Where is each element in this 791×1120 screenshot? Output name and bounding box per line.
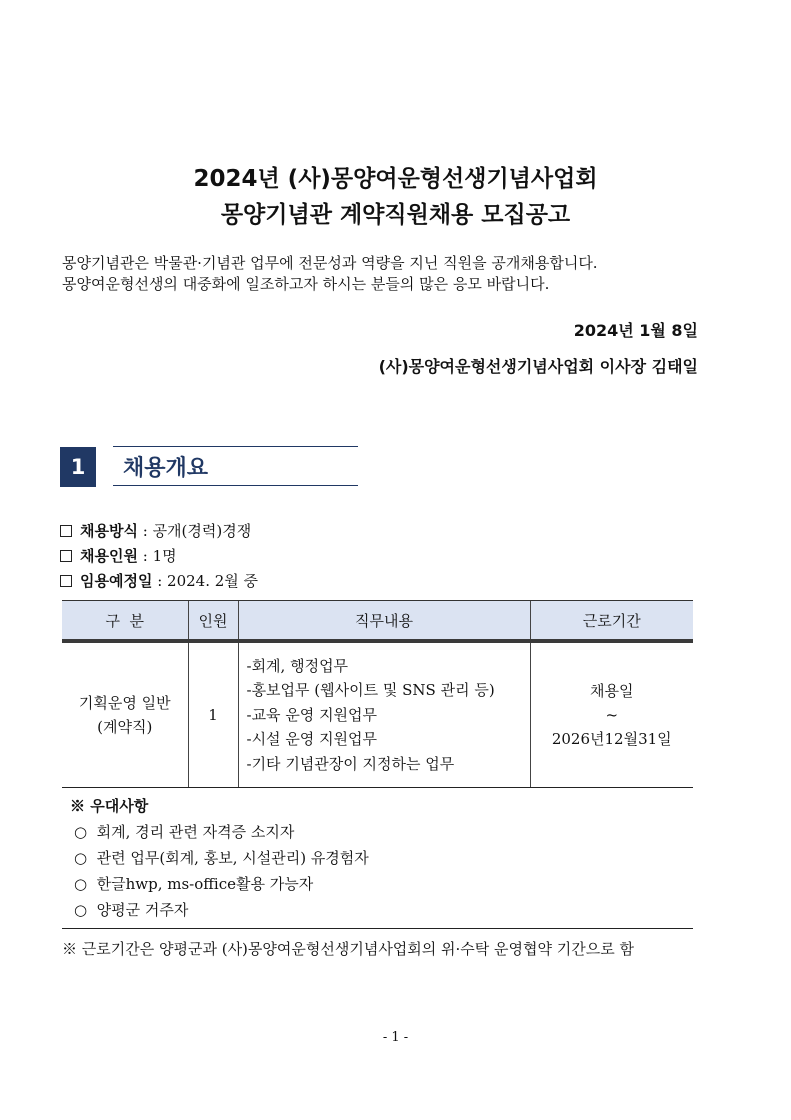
cell-duties bbox=[238, 641, 530, 788]
overview-value: 1명 bbox=[152, 547, 177, 565]
header-count: 인원 bbox=[188, 601, 238, 642]
preference-item: ○ 회계, 경리 관련 자격증 소지자 bbox=[74, 823, 295, 841]
period-line-1: 채용일 bbox=[590, 682, 634, 700]
overview-label: 채용방식 bbox=[80, 522, 138, 540]
overview-value: 공개(경력)경쟁 bbox=[152, 522, 252, 540]
intro-line-2: 몽양여운형선생의 대중화에 일조하고자 하시는 분들의 많은 응모 바랍니다. bbox=[62, 275, 550, 293]
header-period: 근로기간 bbox=[530, 601, 693, 642]
period-line-2: ~ bbox=[605, 706, 619, 724]
overview-sep: : bbox=[137, 546, 153, 565]
category-line-1: 기획운영 일반 bbox=[78, 694, 171, 712]
table-row bbox=[62, 641, 693, 788]
header-category: 구 분 bbox=[62, 601, 188, 642]
period-line-3: 2026년12월31일 bbox=[551, 730, 672, 748]
duty-item: -회계, 행정업무 bbox=[246, 656, 349, 675]
preference-item: ○ 양평군 거주자 bbox=[74, 901, 189, 919]
cell-category bbox=[62, 641, 188, 788]
overview-sep: : bbox=[137, 521, 153, 540]
preference-item: ○ 한글hwp, ms-office활용 가능자 bbox=[74, 875, 314, 893]
footnote: ※ 근로기간은 양평군과 (사)몽양여운형선생기념사업회의 위·수탁 운영협약 기간으로 함 bbox=[62, 940, 635, 958]
section-title-text: 채용개요 bbox=[123, 455, 209, 481]
duty-item: -시설 운영 지원업무 bbox=[246, 730, 378, 749]
overview-sep: : bbox=[152, 571, 168, 590]
cell-count: 1 bbox=[188, 641, 238, 788]
section-title bbox=[113, 446, 358, 486]
overview-item-count bbox=[60, 545, 177, 566]
announcement-date: 2024년 1월 8일 bbox=[573, 321, 698, 340]
checkbox-icon bbox=[60, 525, 72, 537]
recruitment-table bbox=[62, 600, 693, 788]
checkbox-icon bbox=[60, 575, 72, 587]
duty-item: -홍보업무 (웹사이트 및 SNS 관리 등) bbox=[246, 681, 495, 700]
overview-value: 2024. 2월 중 bbox=[167, 572, 259, 590]
duty-item: -교육 운영 지원업무 bbox=[246, 705, 378, 724]
cell-period bbox=[530, 641, 693, 788]
preference-item: ○ 관련 업무(회계, 홍보, 시설관리) 유경험자 bbox=[74, 849, 369, 867]
page-number: - 1 - bbox=[382, 1030, 409, 1045]
title-line-2: 몽양기념관 계약직원채용 모집공고 bbox=[220, 202, 571, 228]
intro-line-1: 몽양기념관은 박물관·기념관 업무에 전문성과 역량을 지닌 직원을 공개채용합니다. bbox=[62, 254, 598, 272]
overview-label: 임용예정일 bbox=[80, 572, 153, 590]
overview-item-start-date bbox=[60, 570, 258, 591]
overview-label: 채용인원 bbox=[80, 547, 138, 565]
table-header-row bbox=[62, 601, 693, 642]
issuer-name: (사)몽양여운형선생기념사업회 이사장 김태일 bbox=[378, 357, 698, 376]
section-number: 1 bbox=[60, 447, 96, 487]
divider bbox=[62, 928, 693, 929]
duty-item: -기타 기념관장이 지정하는 업무 bbox=[246, 754, 455, 773]
category-line-2: (계약직) bbox=[97, 718, 153, 736]
checkbox-icon bbox=[60, 550, 72, 562]
title-line-1: 2024년 (사)몽양여운형선생기념사업회 bbox=[193, 166, 598, 192]
header-duties: 직무내용 bbox=[238, 601, 530, 642]
overview-item-method bbox=[60, 520, 251, 541]
preferences-heading: ※ 우대사항 bbox=[70, 797, 149, 815]
